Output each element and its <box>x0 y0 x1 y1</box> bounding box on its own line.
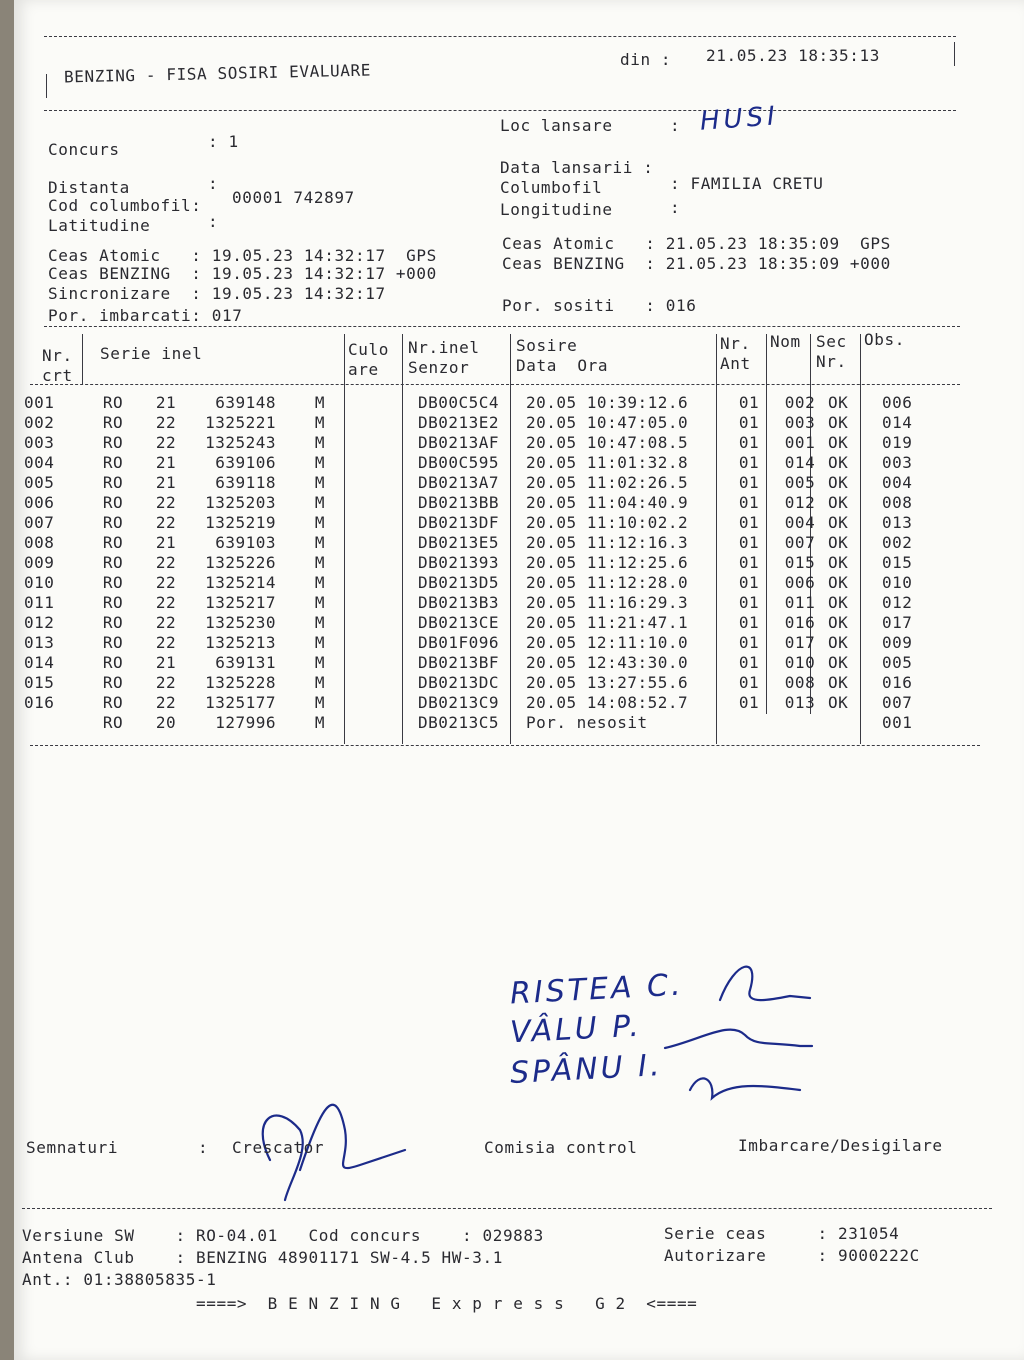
obs-value: 001 <box>882 712 913 732</box>
sensor-ring-id: DB0213DF <box>418 512 500 532</box>
concurs-value: : 1 <box>208 132 239 151</box>
ring-number: 1325214 <box>205 572 276 592</box>
ring-number: 639103 <box>215 532 276 552</box>
ring-year: 22 <box>155 572 177 592</box>
pigeon-sex: M <box>314 592 326 612</box>
arrival-time: 20.05 10:47:08.5 <box>526 432 689 452</box>
ring-number: 1325203 <box>205 492 276 512</box>
obs-value: 012 <box>882 592 913 612</box>
antenna-nr: 01 <box>738 652 760 672</box>
security-status: OK <box>828 672 849 692</box>
antenna-nr: 01 <box>738 532 760 552</box>
header-senzor: Senzor <box>408 358 470 377</box>
antenna-nr: 01 <box>738 392 760 412</box>
sensor-ring-id: DB0213A7 <box>418 472 500 492</box>
ring-number: 639131 <box>215 652 276 672</box>
nom-value: 016 <box>784 612 816 632</box>
ring-year: 21 <box>155 392 177 412</box>
ring-year: 20 <box>155 712 177 732</box>
imbarcare-desigilare-label: Imbarcare/Desigilare <box>738 1136 943 1155</box>
cod-columbofil-value: 00001 742897 <box>232 188 355 207</box>
sensor-ring-id: DB0213C9 <box>418 692 500 712</box>
arrival-time: 20.05 11:12:16.3 <box>526 532 689 552</box>
row-number: 009 <box>24 552 55 572</box>
ring-year: 22 <box>155 692 177 712</box>
arrival-time: 20.05 11:02:26.5 <box>526 472 689 492</box>
din-value: 21.05.23 18:35:13 <box>706 46 880 65</box>
nom-value: 012 <box>784 492 816 512</box>
concurs-label: Concurs <box>48 140 120 159</box>
nom-value: 011 <box>784 592 816 612</box>
header-sec-2: Nr. <box>816 352 847 371</box>
sensor-ring-id: DB00C5C4 <box>418 392 500 412</box>
ring-country: RO <box>102 632 124 652</box>
ring-country: RO <box>102 572 124 592</box>
ring-country: RO <box>102 592 124 612</box>
arrival-time: 20.05 11:10:02.2 <box>526 512 689 532</box>
autorizare: Autorizare : 9000222C <box>664 1246 920 1265</box>
pigeon-sex: M <box>314 632 326 652</box>
nom-value: 006 <box>784 572 816 592</box>
sensor-ring-id: DB0213C5 <box>418 712 500 732</box>
security-status: OK <box>828 572 849 592</box>
row-number: 016 <box>24 692 55 712</box>
document-title: BENZING - FISA SOSIRI EVALUARE <box>63 60 372 87</box>
ring-number: 1325217 <box>205 592 276 612</box>
header-nr-ant-2: Ant <box>720 354 751 373</box>
ring-number: 1325230 <box>205 612 276 632</box>
antenna-nr: 01 <box>738 432 760 452</box>
ring-number: 1325221 <box>205 412 276 432</box>
ring-country: RO <box>102 612 124 632</box>
antenna-nr: 01 <box>738 592 760 612</box>
obs-value: 008 <box>882 492 913 512</box>
header-nom: Nom <box>770 332 801 351</box>
security-status: OK <box>828 392 849 412</box>
antenna-nr: 01 <box>738 612 760 632</box>
handwritten-name-2: VÂLU P. <box>509 1008 643 1051</box>
pigeon-sex: M <box>314 432 326 452</box>
obs-value: 003 <box>882 452 913 472</box>
ring-country: RO <box>102 552 124 572</box>
row-number: 002 <box>24 412 55 432</box>
pigeon-sex: M <box>314 452 326 472</box>
ring-year: 22 <box>155 612 177 632</box>
nom-value: 008 <box>784 672 816 692</box>
obs-value: 017 <box>882 612 913 632</box>
obs-value: 009 <box>882 632 913 652</box>
versiune-sw: Versiune SW : RO-04.01 Cod concurs : 029883 <box>22 1226 544 1245</box>
header-nr-ant-1: Nr. <box>720 334 751 353</box>
pigeon-sex: M <box>314 532 326 552</box>
security-status: OK <box>828 652 849 672</box>
latitudine-label: Latitudine <box>48 216 151 235</box>
ring-country: RO <box>102 412 124 432</box>
sincronizare: Sincronizare : 19.05.23 14:32:17 <box>48 284 386 303</box>
semnaturi-colon: : <box>198 1138 209 1157</box>
nom-value: 010 <box>784 652 816 672</box>
arrival-time: 20.05 14:08:52.7 <box>526 692 689 712</box>
latitudine-value: : <box>208 212 219 231</box>
sensor-ring-id: DB0213E5 <box>418 532 500 552</box>
benzing-express-banner: ====> B E N Z I N G E x p r e s s G 2 <==== <box>196 1294 698 1313</box>
sensor-ring-id: DB0213E2 <box>418 412 500 432</box>
pigeon-sex: M <box>314 572 326 592</box>
antenna-nr: 01 <box>738 492 760 512</box>
arrival-time: 20.05 11:01:32.8 <box>526 452 689 472</box>
ring-country: RO <box>102 452 124 472</box>
nom-value: 001 <box>784 432 816 452</box>
pigeon-sex: M <box>314 712 326 732</box>
security-status: OK <box>828 472 849 492</box>
ring-year: 22 <box>155 632 177 652</box>
row-number: 004 <box>24 452 55 472</box>
obs-value: 005 <box>882 652 913 672</box>
ring-number: 1325226 <box>205 552 276 572</box>
arrival-time: 20.05 10:39:12.6 <box>526 392 689 412</box>
antenna-nr: 01 <box>738 572 760 592</box>
pigeon-sex: M <box>314 612 326 632</box>
ring-country: RO <box>102 652 124 672</box>
row-number: 012 <box>24 612 55 632</box>
nom-value: 003 <box>784 412 816 432</box>
pigeon-sex: M <box>314 652 326 672</box>
handwritten-name-1: RISTEA C. <box>509 967 685 1012</box>
loc-lansare-handwritten: HUSI <box>699 101 780 137</box>
nom-value: 007 <box>784 532 816 552</box>
security-status: OK <box>828 492 849 512</box>
row-number: 007 <box>24 512 55 532</box>
ring-year: 22 <box>155 552 177 572</box>
obs-value: 004 <box>882 472 913 492</box>
arrival-time: Por. nesosit <box>526 712 648 732</box>
ring-country: RO <box>102 712 124 732</box>
security-status: OK <box>828 432 849 452</box>
header-obs: Obs. <box>864 330 905 349</box>
antena-club: Antena Club : BENZING 48901171 SW-4.5 HW-3.1 <box>22 1248 503 1267</box>
ring-year: 21 <box>155 532 177 552</box>
ring-number: 639118 <box>215 472 276 492</box>
obs-value: 007 <box>882 692 913 712</box>
columbofil-value: : FAMILIA CRETU <box>670 174 824 193</box>
nom-value: 005 <box>784 472 816 492</box>
pigeon-sex: M <box>314 672 326 692</box>
pigeon-sex: M <box>314 492 326 512</box>
antenna-nr: 01 <box>738 692 760 712</box>
antenna-nr: 01 <box>738 552 760 572</box>
obs-value: 002 <box>882 532 913 552</box>
por-sositi: Por. sositi : 016 <box>502 296 697 315</box>
obs-value: 014 <box>882 412 913 432</box>
crescator-label: Crescator <box>232 1138 325 1157</box>
row-number: 010 <box>24 572 55 592</box>
security-status: OK <box>828 692 849 712</box>
nom-value: 002 <box>784 392 816 412</box>
loc-lansare-label: Loc lansare <box>500 116 613 135</box>
antenna-nr: 01 <box>738 472 760 492</box>
ring-country: RO <box>102 432 124 452</box>
arrival-time: 20.05 12:11:10.0 <box>526 632 689 652</box>
sensor-ring-id: DB01F096 <box>418 632 500 652</box>
longitudine-label: Longitudine <box>500 200 613 219</box>
pigeon-sex: M <box>314 512 326 532</box>
ring-country: RO <box>102 692 124 712</box>
ring-number: 1325219 <box>205 512 276 532</box>
semnaturi-label: Semnaturi <box>26 1138 119 1157</box>
header-sec-1: Sec <box>816 332 847 351</box>
nom-value: 013 <box>784 692 816 712</box>
serie-ceas: Serie ceas : 231054 <box>664 1224 900 1243</box>
sensor-ring-id: DB0213BB <box>418 492 500 512</box>
ring-number: 1325228 <box>205 672 276 692</box>
ring-number: 639106 <box>215 452 276 472</box>
ring-year: 21 <box>155 452 177 472</box>
ring-country: RO <box>102 492 124 512</box>
row-number: 013 <box>24 632 55 652</box>
ring-number: 127996 <box>215 712 276 732</box>
comisia-control-label: Comisia control <box>484 1138 638 1157</box>
security-status: OK <box>828 612 849 632</box>
ring-country: RO <box>102 532 124 552</box>
header-data-ora: Data Ora <box>516 356 609 375</box>
row-number: 001 <box>24 392 55 412</box>
arrival-time: 20.05 13:27:55.6 <box>526 672 689 692</box>
security-status: OK <box>828 632 849 652</box>
loc-lansare-colon: : <box>670 116 681 135</box>
obs-value: 013 <box>882 512 913 532</box>
ring-year: 22 <box>155 672 177 692</box>
ring-year: 22 <box>155 412 177 432</box>
pigeon-sex: M <box>314 472 326 492</box>
sensor-ring-id: DB0213AF <box>418 432 500 452</box>
row-number: 015 <box>24 672 55 692</box>
distanta-value: : <box>208 174 219 193</box>
row-number: 014 <box>24 652 55 672</box>
sensor-ring-id: DB0213D5 <box>418 572 500 592</box>
security-status: OK <box>828 452 849 472</box>
arrival-time: 20.05 11:16:29.3 <box>526 592 689 612</box>
ring-year: 22 <box>155 432 177 452</box>
nom-value: 015 <box>784 552 816 572</box>
data-lansarii-label: Data lansarii : <box>500 158 654 177</box>
left-atomic-clock: Ceas Atomic : 19.05.23 14:32:17 GPS <box>48 246 437 265</box>
pigeon-sex: M <box>314 412 326 432</box>
antenna-nr: 01 <box>738 512 760 532</box>
obs-value: 019 <box>882 432 913 452</box>
footer-rule <box>22 1208 992 1209</box>
obs-value: 016 <box>882 672 913 692</box>
arrival-time: 20.05 11:04:40.9 <box>526 492 689 512</box>
header-serie-inel: Serie inel <box>100 344 203 363</box>
ring-country: RO <box>102 512 124 532</box>
obs-value: 006 <box>882 392 913 412</box>
sensor-ring-id: DB0213CE <box>418 612 500 632</box>
antenna-nr: 01 <box>738 672 760 692</box>
arrival-time: 20.05 12:43:30.0 <box>526 652 689 672</box>
row-number: 008 <box>24 532 55 552</box>
arrival-time: 20.05 10:47:05.0 <box>526 412 689 432</box>
right-atomic-clock: Ceas Atomic : 21.05.23 18:35:09 GPS <box>502 234 891 253</box>
ring-number: 639148 <box>215 392 276 412</box>
sensor-ring-id: DB0213B3 <box>418 592 500 612</box>
header-culoare-2: are <box>348 360 379 379</box>
longitudine-value: : <box>670 198 681 217</box>
security-status: OK <box>828 552 849 572</box>
header-culoare-1: Culo <box>348 340 389 359</box>
row-number: 006 <box>24 492 55 512</box>
columbofil-label: Columbofil <box>500 178 603 197</box>
cod-columbofil-label: Cod columbofil: <box>48 196 202 215</box>
security-status: OK <box>828 532 849 552</box>
ring-country: RO <box>102 472 124 492</box>
obs-value: 010 <box>882 572 913 592</box>
antenna-nr: 01 <box>738 632 760 652</box>
antenna-nr: 01 <box>738 452 760 472</box>
ring-number: 1325213 <box>205 632 276 652</box>
nom-value: 004 <box>784 512 816 532</box>
arrival-time: 20.05 11:21:47.1 <box>526 612 689 632</box>
pigeon-sex: M <box>314 692 326 712</box>
row-number: 003 <box>24 432 55 452</box>
header-nr: Nr. <box>42 346 73 365</box>
arrival-time: 20.05 11:12:25.6 <box>526 552 689 572</box>
arrival-time: 20.05 11:12:28.0 <box>526 572 689 592</box>
security-status: OK <box>828 512 849 532</box>
row-number: 005 <box>24 472 55 492</box>
handwritten-name-3: SPÂNU I. <box>509 1048 664 1091</box>
row-number: 011 <box>24 592 55 612</box>
header-sosire: Sosire <box>516 336 578 355</box>
header-crt: crt <box>42 366 73 385</box>
por-imbarcati: Por. imbarcati: 017 <box>48 306 243 325</box>
distanta-label: Distanta <box>48 178 130 197</box>
ring-year: 21 <box>155 472 177 492</box>
pigeon-sex: M <box>314 552 326 572</box>
right-benzing-clock: Ceas BENZING : 21.05.23 18:35:09 +000 <box>502 254 891 273</box>
obs-value: 015 <box>882 552 913 572</box>
ring-country: RO <box>102 672 124 692</box>
nom-value: 017 <box>784 632 816 652</box>
antenna-nr: 01 <box>738 412 760 432</box>
ring-year: 22 <box>155 592 177 612</box>
ring-year: 22 <box>155 492 177 512</box>
din-label: din : <box>620 50 672 69</box>
sensor-ring-id: DB0213DC <box>418 672 500 692</box>
sensor-ring-id: DB0213BF <box>418 652 500 672</box>
antena-id: Ant.: 01:38805835-1 <box>22 1270 217 1289</box>
ring-year: 22 <box>155 512 177 532</box>
nom-value: 014 <box>784 452 816 472</box>
left-benzing-clock: Ceas BENZING : 19.05.23 14:32:17 +000 <box>48 264 437 283</box>
ring-year: 21 <box>155 652 177 672</box>
ring-number: 1325243 <box>205 432 276 452</box>
sensor-ring-id: DB00C595 <box>418 452 500 472</box>
header-nr-inel: Nr.inel <box>408 338 480 357</box>
ring-number: 1325177 <box>205 692 276 712</box>
security-status: OK <box>828 592 849 612</box>
sensor-ring-id: DB021393 <box>418 552 500 572</box>
ring-country: RO <box>102 392 124 412</box>
security-status: OK <box>828 412 849 432</box>
pigeon-sex: M <box>314 392 326 412</box>
